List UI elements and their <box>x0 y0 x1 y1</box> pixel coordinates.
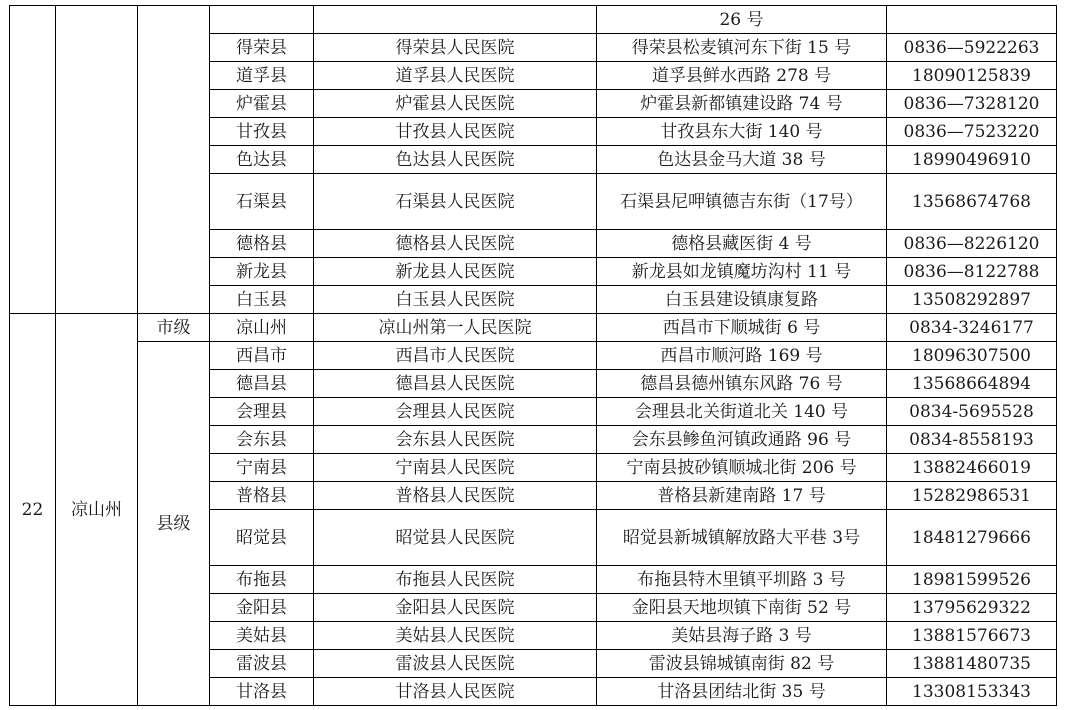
phone-cell: 13568674768 <box>887 174 1057 230</box>
level-cell: 县级 <box>138 342 210 706</box>
county-cell: 昭觉县 <box>210 510 314 566</box>
hospital-cell: 道孚县人民医院 <box>314 62 597 90</box>
phone-cell: 15282986531 <box>887 482 1057 510</box>
county-cell: 德昌县 <box>210 370 314 398</box>
phone-cell: 0834-5695528 <box>887 398 1057 426</box>
county-cell: 甘洛县 <box>210 678 314 706</box>
hospital-cell: 新龙县人民医院 <box>314 258 597 286</box>
index-cell <box>10 6 56 314</box>
address-cell: 甘洛县团结北街 35 号 <box>597 678 887 706</box>
phone-cell: 13882466019 <box>887 454 1057 482</box>
phone-cell: 0836—7328120 <box>887 90 1057 118</box>
address-cell: 普格县新建南路 17 号 <box>597 482 887 510</box>
hospital-cell: 美姑县人民医院 <box>314 622 597 650</box>
county-cell: 宁南县 <box>210 454 314 482</box>
hospital-cell: 会东县人民医院 <box>314 426 597 454</box>
address-cell: 雷波县锦城镇南街 82 号 <box>597 650 887 678</box>
county-cell: 布拖县 <box>210 566 314 594</box>
phone-cell: 13881576673 <box>887 622 1057 650</box>
hospital-cell: 德格县人民医院 <box>314 230 597 258</box>
phone-cell: 13881480735 <box>887 650 1057 678</box>
county-cell: 美姑县 <box>210 622 314 650</box>
hospital-cell: 凉山州第一人民医院 <box>314 314 597 342</box>
hospital-cell: 昭觉县人民医院 <box>314 510 597 566</box>
hospital-directory-table <box>9 5 1057 706</box>
phone-cell: 0834-3246177 <box>887 314 1057 342</box>
county-cell: 金阳县 <box>210 594 314 622</box>
county-cell: 白玉县 <box>210 286 314 314</box>
address-cell: 西昌市下顺城街 6 号 <box>597 314 887 342</box>
address-cell: 德昌县德州镇东风路 76 号 <box>597 370 887 398</box>
address-cell: 甘孜县东大街 140 号 <box>597 118 887 146</box>
prefecture-cell: 凉山州 <box>56 314 138 706</box>
address-cell: 白玉县建设镇康复路 <box>597 286 887 314</box>
hospital-cell: 西昌市人民医院 <box>314 342 597 370</box>
hospital-cell: 甘孜县人民医院 <box>314 118 597 146</box>
address-cell: 得荣县松麦镇河东下街 15 号 <box>597 34 887 62</box>
county-cell: 石渠县 <box>210 174 314 230</box>
phone-cell: 0834-8558193 <box>887 426 1057 454</box>
phone-cell: 18090125839 <box>887 62 1057 90</box>
phone-cell: 18990496910 <box>887 146 1057 174</box>
hospital-cell: 金阳县人民医院 <box>314 594 597 622</box>
county-cell: 雷波县 <box>210 650 314 678</box>
phone-cell: 18481279666 <box>887 510 1057 566</box>
address-cell: 会理县北关街道北关 140 号 <box>597 398 887 426</box>
county-cell: 新龙县 <box>210 258 314 286</box>
county-cell: 色达县 <box>210 146 314 174</box>
address-cell: 炉霍县新都镇建设路 74 号 <box>597 90 887 118</box>
county-cell <box>210 6 314 34</box>
hospital-cell: 色达县人民医院 <box>314 146 597 174</box>
hospital-cell: 普格县人民医院 <box>314 482 597 510</box>
address-cell: 美姑县海子路 3 号 <box>597 622 887 650</box>
address-cell: 德格县藏医街 4 号 <box>597 230 887 258</box>
county-cell: 炉霍县 <box>210 90 314 118</box>
phone-cell: 13568664894 <box>887 370 1057 398</box>
county-cell: 普格县 <box>210 482 314 510</box>
county-cell: 甘孜县 <box>210 118 314 146</box>
phone-cell: 0836—8226120 <box>887 230 1057 258</box>
hospital-cell <box>314 6 597 34</box>
county-cell: 道孚县 <box>210 62 314 90</box>
hospital-cell: 白玉县人民医院 <box>314 286 597 314</box>
county-cell: 得荣县 <box>210 34 314 62</box>
phone-cell: 13508292897 <box>887 286 1057 314</box>
phone-cell: 0836—8122788 <box>887 258 1057 286</box>
phone-cell: 0836—7523220 <box>887 118 1057 146</box>
hospital-cell: 布拖县人民医院 <box>314 566 597 594</box>
table-row <box>10 314 1057 342</box>
address-cell: 昭觉县新城镇解放路大平巷 3号 <box>597 510 887 566</box>
hospital-cell: 得荣县人民医院 <box>314 34 597 62</box>
table-row <box>10 342 1057 370</box>
phone-cell <box>887 6 1057 34</box>
county-cell: 西昌市 <box>210 342 314 370</box>
hospital-cell: 宁南县人民医院 <box>314 454 597 482</box>
county-cell: 德格县 <box>210 230 314 258</box>
county-cell: 凉山州 <box>210 314 314 342</box>
hospital-cell: 石渠县人民医院 <box>314 174 597 230</box>
address-cell: 道孚县鲜水西路 278 号 <box>597 62 887 90</box>
county-cell: 会东县 <box>210 426 314 454</box>
address-cell: 宁南县披砂镇顺城北街 206 号 <box>597 454 887 482</box>
county-cell: 会理县 <box>210 398 314 426</box>
address-cell: 西昌市顺河路 169 号 <box>597 342 887 370</box>
phone-cell: 13308153343 <box>887 678 1057 706</box>
level-cell <box>138 6 210 314</box>
address-cell: 26 号 <box>597 6 887 34</box>
hospital-cell: 雷波县人民医院 <box>314 650 597 678</box>
hospital-cell: 会理县人民医院 <box>314 398 597 426</box>
address-cell: 布拖县特木里镇平圳路 3 号 <box>597 566 887 594</box>
hospital-cell: 德昌县人民医院 <box>314 370 597 398</box>
phone-cell: 0836—5922263 <box>887 34 1057 62</box>
address-cell: 色达县金马大道 38 号 <box>597 146 887 174</box>
address-cell: 金阳县天地坝镇下南街 52 号 <box>597 594 887 622</box>
address-cell: 石渠县尼呷镇德吉东街（17号） <box>597 174 887 230</box>
table-row <box>10 6 1057 34</box>
phone-cell: 18096307500 <box>887 342 1057 370</box>
hospital-cell: 甘洛县人民医院 <box>314 678 597 706</box>
hospital-cell: 炉霍县人民医院 <box>314 90 597 118</box>
address-cell: 会东县鲹鱼河镇政通路 96 号 <box>597 426 887 454</box>
address-cell: 新龙县如龙镇魔坊沟村 11 号 <box>597 258 887 286</box>
prefecture-cell <box>56 6 138 314</box>
level-cell: 市级 <box>138 314 210 342</box>
index-cell: 22 <box>10 314 56 706</box>
phone-cell: 13795629322 <box>887 594 1057 622</box>
phone-cell: 18981599526 <box>887 566 1057 594</box>
